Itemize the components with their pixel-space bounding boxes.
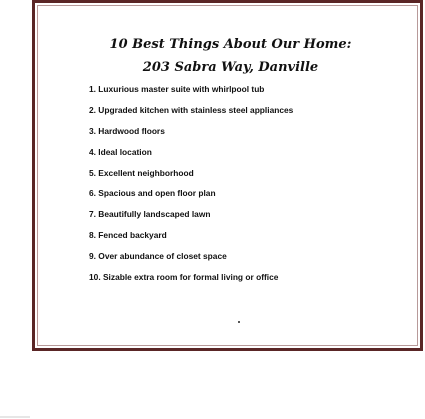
list-item: 5. Excellent neighborhood xyxy=(89,167,194,178)
list-item: 8. Fenced backyard xyxy=(89,230,167,241)
stray-dot-mark xyxy=(238,321,240,323)
document-frame xyxy=(32,0,423,351)
document-subtitle-address: 203 Sabra Way, Danville xyxy=(142,60,319,75)
list-item: 9. Over abundance of closet space xyxy=(89,251,227,262)
list-item: 6. Spacious and open floor plan xyxy=(89,188,216,199)
list-item: 3. Hardwood floors xyxy=(89,125,165,136)
list-item: 1. Luxurious master suite with whirlpool tub xyxy=(89,84,265,94)
list-item: 7. Beautifully landscaped lawn xyxy=(89,209,211,220)
features-list xyxy=(89,83,293,292)
document-title: 10 Best Things About Our Home: xyxy=(109,37,352,52)
list-item: 4. Ideal location xyxy=(89,146,152,157)
list-item: 10. Sizable extra room for formal living or office xyxy=(89,272,279,283)
page-edge-mark xyxy=(0,416,30,418)
list-item: 2. Upgraded kitchen with stainless steel appliances xyxy=(89,104,294,115)
